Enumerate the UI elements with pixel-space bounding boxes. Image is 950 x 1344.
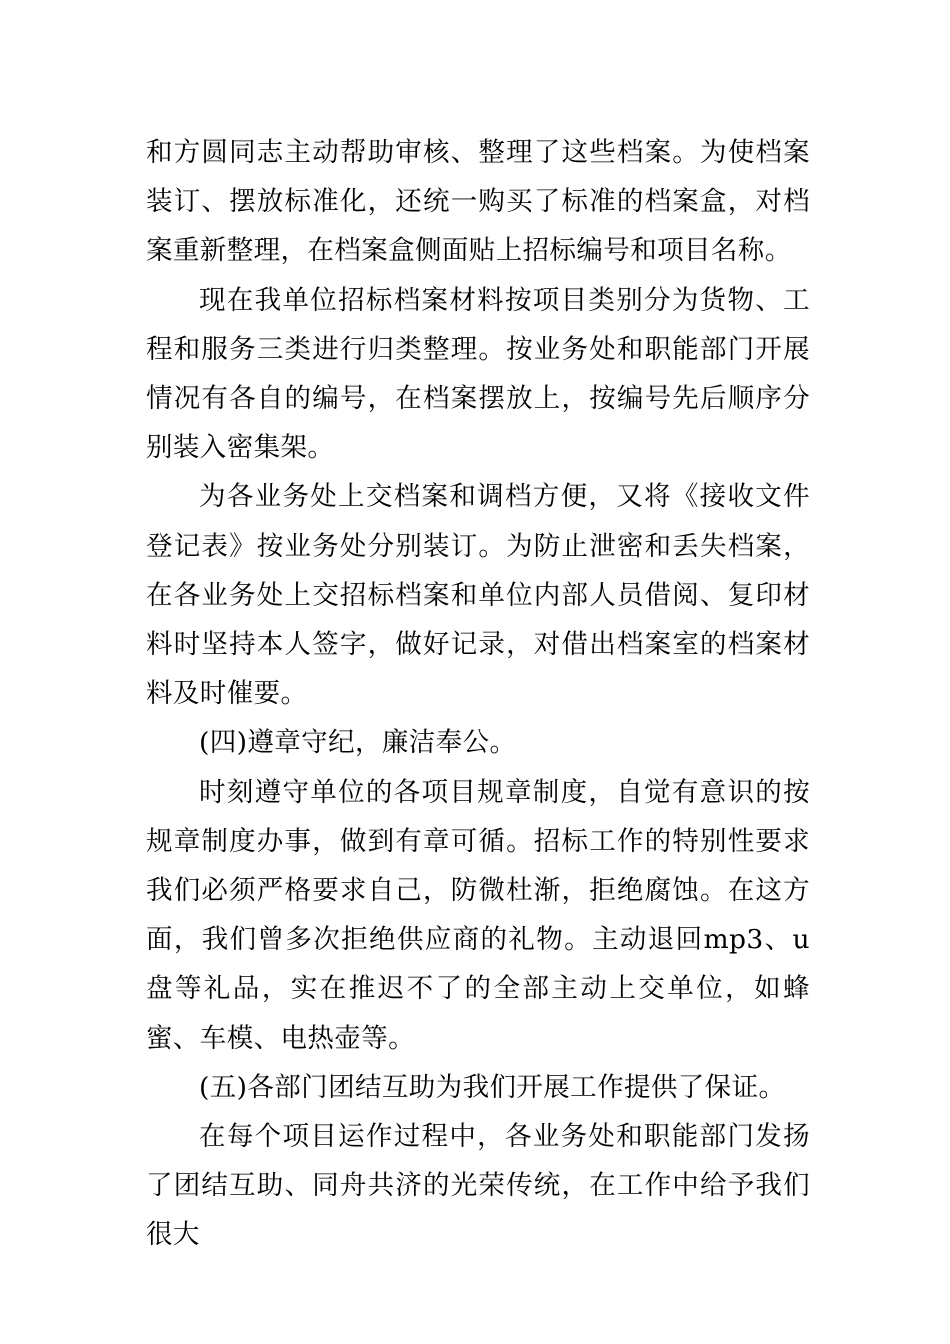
paragraph-archive-classification: 现在我单位招标档案材料按项目类别分为货物、工程和服务三类进行归类整理。按业务处和职能部门开展情况有各自的编号，在档案摆放上，按编号先后顺序分别装入密集架。 — [146, 284, 810, 464]
paragraph-cooperation: 在每个项目运作过程中，各业务处和职能部门发扬了团结互助、同舟共济的光荣传统，在工作中给予我们很大 — [146, 1121, 810, 1251]
paragraph-discipline: 时刻遵守单位的各项目规章制度，自觉有意识的按规章制度办事，做到有章可循。招标工作的特别性要求我们必须严格要求自己，防微杜渐，拒绝腐蚀。在这方面，我们曾多次拒绝供应商的礼物。主动退回mp3、u盘等礼品，实在推迟不了的全部主动上交单位，如蜂蜜、车模、电热壶等。 — [146, 776, 810, 1054]
paragraph-archive-binding: 和方圆同志主动帮助审核、整理了这些档案。为使档案装订、摆放标准化，还统一购买了标准的档案盒，对档案重新整理，在档案盒侧面贴上招标编号和项目名称。 — [146, 137, 810, 267]
section-heading-5: (五)各部门团结互助为我们开展工作提供了保证。 — [199, 1071, 786, 1103]
document-body — [146, 128, 810, 1260]
section-heading-4: (四)遵章守纪，廉洁奉公。 — [199, 727, 517, 759]
paragraph-archive-registration: 为各业务处上交档案和调档方便，又将《接收文件登记表》按业务处分别装订。为防止泄密和丢失档案，在各业务处上交招标档案和单位内部人员借阅、复印材料时坚持本人签字，做好记录，对借出档案室的档案材料及时催要。 — [146, 481, 810, 710]
